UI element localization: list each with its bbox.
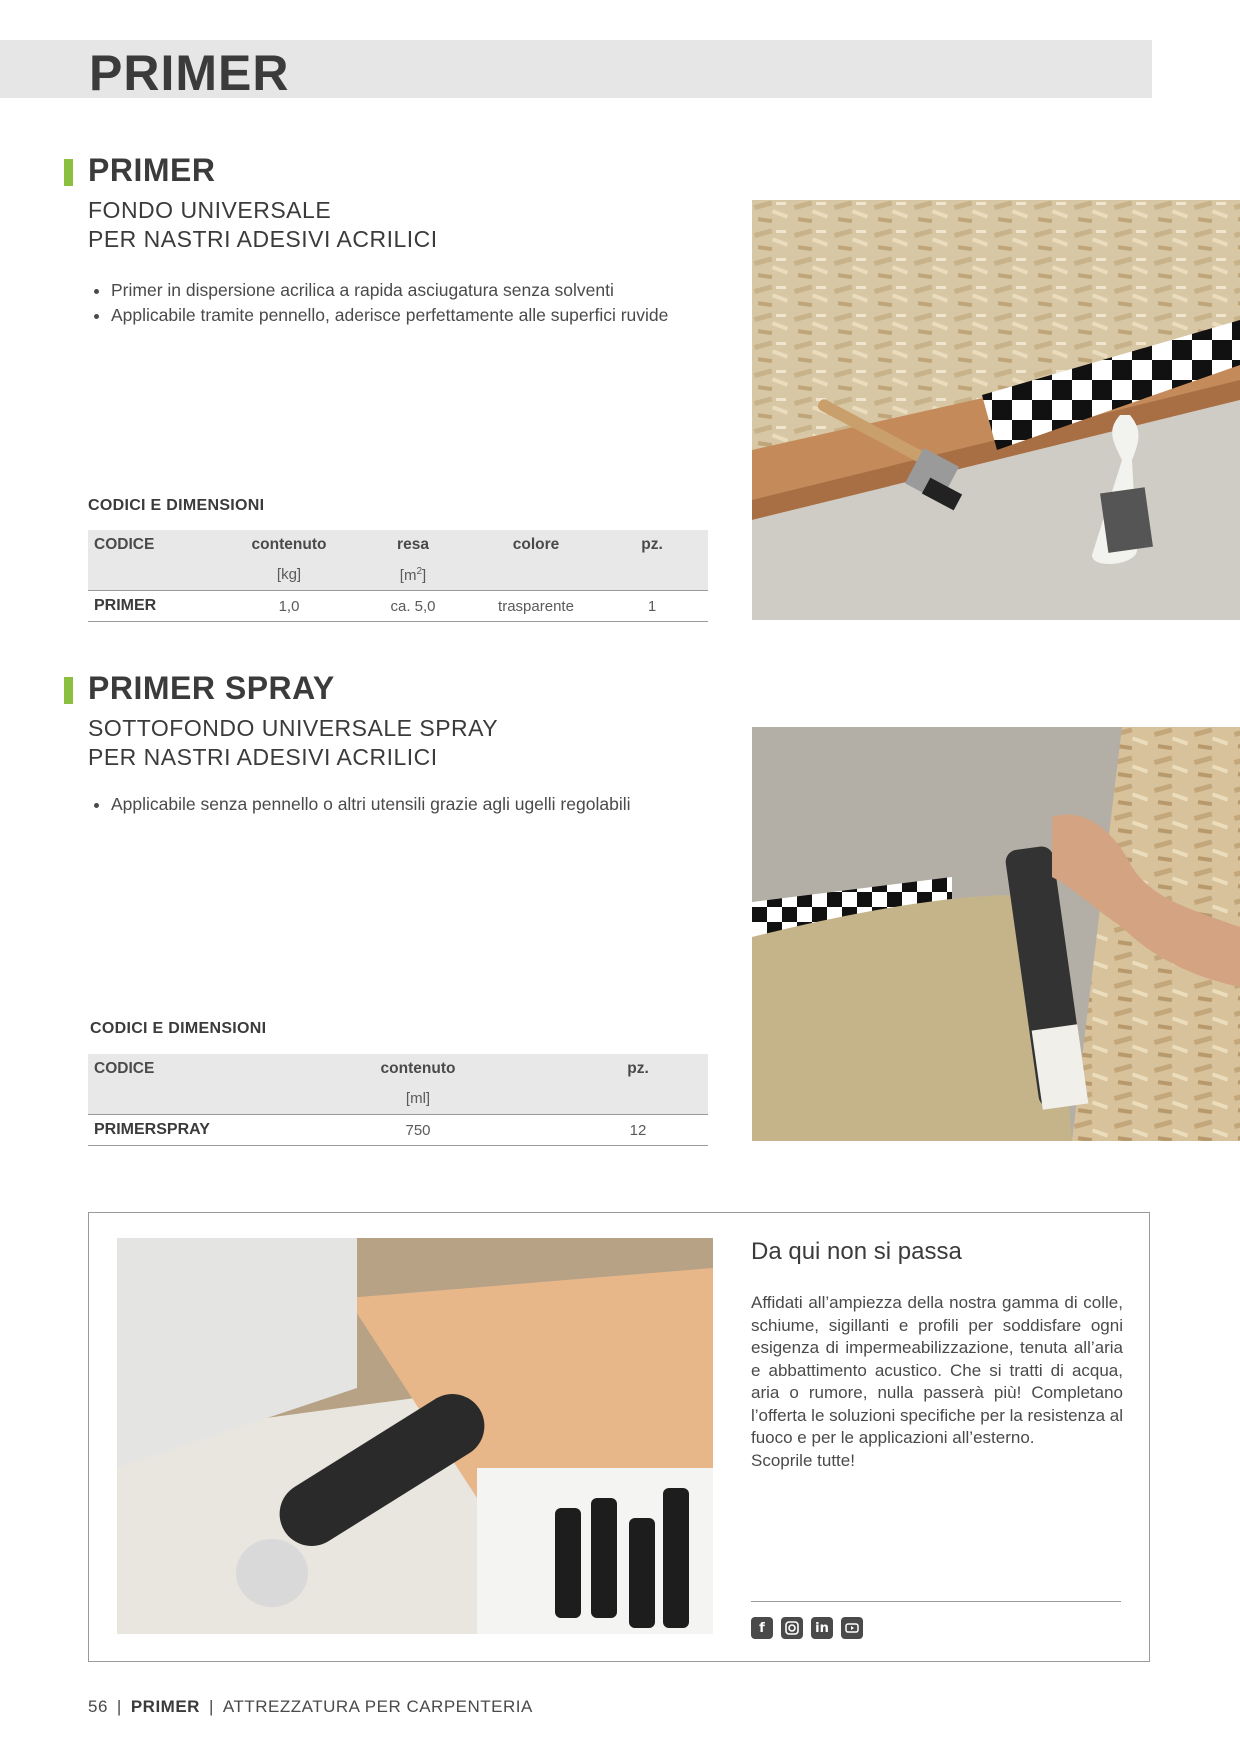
table-heading: CODICI E DIMENSIONI <box>90 1020 267 1037</box>
facebook-icon[interactable]: f <box>751 1617 773 1639</box>
page-header-band <box>0 40 1152 101</box>
spec-table-primer-spray <box>88 1054 708 1146</box>
unit-cell <box>88 1083 268 1115</box>
unit-cell: [ml] <box>268 1083 568 1115</box>
table-cell: ca. 5,0 <box>350 591 476 622</box>
subtitle-line: FONDO UNIVERSALE <box>88 197 332 223</box>
column-header: colore <box>512 535 560 553</box>
section-subtitle <box>88 714 498 772</box>
table-cell: PRIMERSPRAY <box>88 1115 268 1146</box>
instagram-icon[interactable] <box>781 1617 803 1639</box>
unit-cell <box>476 559 596 591</box>
table-cell: 12 <box>568 1115 708 1146</box>
promo-cta: Scoprile tutte! <box>751 1450 855 1470</box>
table-cell: PRIMER <box>88 591 228 622</box>
section-title-primer: PRIMER <box>88 152 216 188</box>
page-title: PRIMER <box>89 45 290 101</box>
promo-title: Da qui non si passa <box>751 1238 962 1265</box>
section-title-primer-spray: PRIMER SPRAY <box>88 670 335 706</box>
subtitle-line: SOTTOFONDO UNIVERSALE SPRAY <box>88 715 499 741</box>
product-photo-primer-spray <box>752 727 1240 1141</box>
table-row <box>88 1115 708 1146</box>
footer-category: ATTREZZATURA PER CARPENTERIA <box>222 1697 533 1716</box>
column-header: CODICE <box>94 535 155 553</box>
promo-divider <box>751 1601 1121 1602</box>
subtitle-line: PER NASTRI ADESIVI ACRILICI <box>88 226 438 252</box>
page-number: 56 <box>88 1697 108 1716</box>
footer-section: PRIMER <box>130 1697 200 1716</box>
promo-paragraph: Affidati all’ampiezza della nostra gamma di colle, schiume, sigillanti e profili per soddisfare ogni esigenza di impermeabilizzazione, tenuta all’aria e abbattimento acustico. Che si tratti di acqua, aria o rumore, nulla passerà più! Completano l’offerta le soluzioni specifiche per la resistenza al fuoco e per le applicazioni all’esterno. <box>751 1293 1123 1447</box>
subtitle-line: PER NASTRI ADESIVI ACRILICI <box>88 744 438 770</box>
unit-cell: $[m^2]$ <box>350 559 476 591</box>
section-accent-bar <box>64 677 73 704</box>
table-cell: trasparente <box>476 591 596 622</box>
promo-photo <box>117 1238 713 1634</box>
unit-cell <box>568 1083 708 1115</box>
unit-cell: [kg] <box>228 559 350 591</box>
column-header: CODICE <box>94 1059 155 1077</box>
table-row <box>88 591 708 622</box>
unit-cell <box>596 559 708 591</box>
column-header: resa <box>397 535 429 553</box>
section-subtitle <box>88 196 438 254</box>
product-photo-primer <box>752 200 1240 620</box>
section-accent-bar <box>64 159 73 186</box>
column-header: pz. <box>627 1059 649 1077</box>
promo-text <box>751 1292 1123 1472</box>
column-header: contenuto <box>251 535 327 553</box>
feature-item: • Primer in dispersione acrilica a rapida asciugatura senza solventi <box>111 278 711 303</box>
youtube-icon[interactable] <box>841 1617 863 1639</box>
feature-list <box>89 792 731 817</box>
feature-item: • Applicabile senza pennello o altri utensili grazie agli ugelli regolabili <box>111 792 731 817</box>
page-footer: 56 | PRIMER | ATTREZZATURA PER CARPENTERIA <box>88 1697 533 1716</box>
table-cell: 750 <box>268 1115 568 1146</box>
table-heading: CODICI E DIMENSIONI <box>88 497 265 514</box>
linkedin-icon[interactable]: in <box>811 1617 833 1639</box>
feature-list <box>89 278 711 328</box>
spec-table-primer <box>88 530 708 622</box>
table-cell: 1 <box>596 591 708 622</box>
column-header: contenuto <box>380 1059 456 1077</box>
unit-cell <box>88 559 228 591</box>
social-links <box>751 1617 863 1639</box>
feature-item: • Applicabile tramite pennello, aderisce perfettamente alle superfici ruvide <box>111 303 711 328</box>
table-cell: 1,0 <box>228 591 350 622</box>
column-header: pz. <box>641 535 663 553</box>
